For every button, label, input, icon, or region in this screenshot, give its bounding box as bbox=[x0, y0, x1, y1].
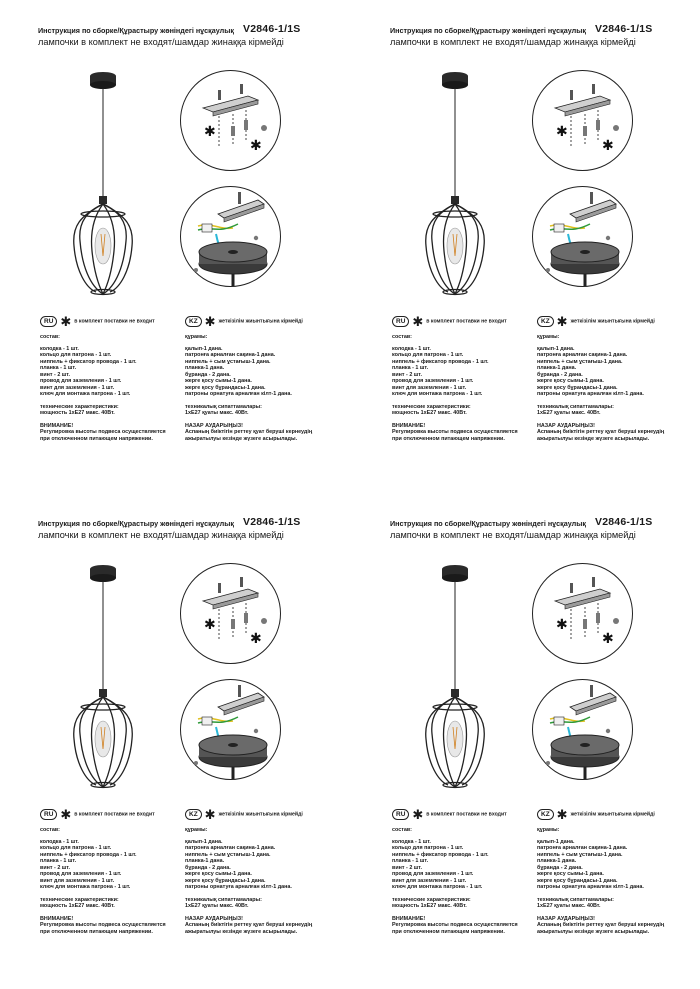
ru-warning-line: Регулировка высоты подвеса осуществляется bbox=[392, 429, 518, 435]
star-icon: ✱ bbox=[412, 806, 424, 822]
list-item: патроны орнатуға арналған кілт-1 дана. bbox=[537, 884, 644, 890]
kz-not-included-note: жеткізілім жиынтығына кірмейді bbox=[570, 811, 655, 818]
product-code: V2846-1/1S bbox=[243, 516, 301, 528]
list-item: жерге қосу бұрандасы-1 дана. bbox=[537, 877, 618, 884]
kz-warning-line: Аспаның биіктігін реттеу қуат беруші кернеудің bbox=[185, 429, 313, 435]
list-item: патроны орнатуға арналған кілт-1 дана. bbox=[185, 884, 292, 890]
ru-warning-label: ВНИМАНИЕ! bbox=[392, 422, 426, 429]
list-item: кольцо для патрона - 1 шт. bbox=[40, 352, 112, 358]
kazakh-column bbox=[537, 806, 687, 935]
kz-tech-value: 1хЕ27 қуаты макс. 40Вт. bbox=[537, 410, 601, 416]
ru-warning-line: при отключенном питающем напряжении. bbox=[40, 928, 153, 935]
list-item: планка - 1 шт. bbox=[392, 858, 429, 864]
pendant-lamp-drawing bbox=[420, 559, 490, 804]
kz-badge: KZ bbox=[537, 809, 554, 820]
sheet-subtitle: лампочки в комплект не входят/шамдар жинаққа кірмейді bbox=[390, 37, 636, 47]
ru-badge: RU bbox=[392, 316, 409, 327]
star-icon: ✱ bbox=[250, 630, 262, 646]
list-item: жерге қосу бұрандасы-1 дана. bbox=[185, 877, 266, 884]
ru-header bbox=[392, 313, 542, 329]
list-item: бұранда - 2 дана. bbox=[537, 371, 583, 378]
list-item: колодка - 1 шт. bbox=[392, 345, 431, 352]
russian-column bbox=[40, 313, 190, 442]
list-item: ниппель + фиксатор провода - 1 шт. bbox=[392, 851, 489, 858]
ru-contents-label: состав: bbox=[392, 334, 412, 340]
star-icon: ✱ bbox=[204, 123, 216, 139]
ru-not-included-note: в комплект поставки не входит bbox=[74, 318, 155, 325]
kz-contents-label: құрамы: bbox=[537, 827, 560, 833]
list-item: ключ для монтажа патрона - 1 шт. bbox=[392, 391, 483, 397]
list-item: винт - 2 шт. bbox=[40, 864, 70, 871]
list-item: провод для заземления - 1 шт. bbox=[40, 871, 122, 877]
list-item: ниппель + сым ұстағыш-1 дана. bbox=[537, 851, 623, 858]
russian-column bbox=[392, 806, 542, 935]
list-item: винт для заземления - 1 шт. bbox=[40, 877, 115, 884]
mounting-plate-diagram bbox=[178, 561, 283, 666]
ru-header bbox=[392, 806, 542, 822]
list-item: винт - 2 шт. bbox=[40, 371, 70, 378]
list-item: колодка - 1 шт. bbox=[40, 838, 79, 845]
list-item: патроны орнатуға арналған кілт-1 дана. bbox=[537, 391, 644, 397]
star-icon: ✱ bbox=[412, 313, 424, 329]
kz-warning-line: ажыратылуы кезінде жүзеге асырылады. bbox=[185, 928, 298, 935]
kz-badge: KZ bbox=[185, 809, 202, 820]
ru-not-included-note: в комплект поставки не входит bbox=[426, 318, 507, 325]
ru-header bbox=[40, 806, 190, 822]
list-item: ниппель + фиксатор провода - 1 шт. bbox=[392, 358, 489, 365]
kz-warning-label: НАЗАР АУДАРЫҢЫЗ! bbox=[185, 915, 243, 922]
list-item: винт для заземления - 1 шт. bbox=[392, 384, 467, 391]
list-item: планка-1 дана. bbox=[537, 858, 577, 864]
kz-header bbox=[537, 313, 687, 329]
list-item: ключ для монтажа патрона - 1 шт. bbox=[40, 391, 131, 397]
sheet-subtitle: лампочки в комплект не входят/шамдар жинаққа кірмейді bbox=[38, 37, 284, 47]
star-icon: ✱ bbox=[556, 313, 568, 329]
ru-tech-label: технические характеристики: bbox=[40, 896, 119, 903]
list-item: кольцо для патрона - 1 шт. bbox=[392, 845, 464, 851]
list-item: планка - 1 шт. bbox=[40, 858, 77, 864]
kz-warning-label: НАЗАР АУДАРЫҢЫЗ! bbox=[537, 915, 595, 922]
list-item: провод для заземления - 1 шт. bbox=[392, 378, 474, 384]
ru-warning-line: при отключенном питающем напряжении. bbox=[392, 928, 505, 935]
list-item: планка - 1 шт. bbox=[40, 365, 77, 371]
ru-badge: RU bbox=[40, 809, 57, 820]
kz-header bbox=[185, 313, 335, 329]
ru-contents-label: состав: bbox=[40, 827, 60, 833]
ceiling-cup-wiring-diagram bbox=[178, 184, 283, 289]
list-item: колодка - 1 шт. bbox=[392, 838, 431, 845]
list-item: планка - 1 шт. bbox=[392, 365, 429, 371]
pendant-lamp-drawing bbox=[420, 66, 490, 311]
kz-warning-line: ажыратылуы кезінде жүзеге асырылады. bbox=[185, 435, 298, 442]
list-item: қалып-1 дана. bbox=[185, 838, 223, 845]
list-item: планка-1 дана. bbox=[185, 858, 225, 864]
ru-not-included-note: в комплект поставки не входит bbox=[74, 811, 155, 818]
list-item: жерге қосу сымы-1 дана. bbox=[185, 871, 252, 877]
list-item: патронға арналған сақина-1 дана. bbox=[185, 845, 276, 851]
sheet-title: Инструкция по сборке/Құрастыру жөніндегі нұсқаулық bbox=[390, 26, 586, 35]
kz-header bbox=[185, 806, 335, 822]
list-item: провод для заземления - 1 шт. bbox=[40, 378, 122, 384]
sheet-subtitle: лампочки в комплект не входят/шамдар жинаққа кірмейді bbox=[390, 530, 636, 540]
instruction-sheet bbox=[38, 23, 383, 516]
ru-warning-label: ВНИМАНИЕ! bbox=[40, 915, 74, 922]
pendant-lamp-drawing bbox=[68, 66, 138, 311]
kz-contents-label: құрамы: bbox=[185, 827, 208, 833]
star-icon: ✱ bbox=[60, 313, 72, 329]
ru-tech-label: технические характеристики: bbox=[392, 896, 471, 903]
kz-tech-value: 1хЕ27 қуаты макс. 40Вт. bbox=[537, 903, 601, 909]
ru-warning-line: Регулировка высоты подвеса осуществляется bbox=[392, 922, 518, 928]
kz-warning-label: НАЗАР АУДАРЫҢЫЗ! bbox=[537, 422, 595, 429]
kz-badge: KZ bbox=[185, 316, 202, 327]
list-item: ключ для монтажа патрона - 1 шт. bbox=[40, 884, 131, 890]
list-item: ниппель + сым ұстағыш-1 дана. bbox=[185, 358, 271, 365]
sheet-title: Инструкция по сборке/Құрастыру жөніндегі нұсқаулық bbox=[390, 519, 586, 528]
star-icon: ✱ bbox=[556, 806, 568, 822]
product-code: V2846-1/1S bbox=[595, 516, 653, 528]
sheet-title: Инструкция по сборке/Құрастыру жөніндегі нұсқаулық bbox=[38, 519, 234, 528]
mounting-plate-diagram bbox=[530, 68, 635, 173]
pendant-lamp-drawing bbox=[68, 559, 138, 804]
star-icon: ✱ bbox=[204, 313, 216, 329]
kz-tech-value: 1хЕ27 қуаты макс. 40Вт. bbox=[185, 903, 249, 909]
list-item: колодка - 1 шт. bbox=[40, 345, 79, 352]
ru-warning-line: при отключенном питающем напряжении. bbox=[392, 435, 505, 442]
kz-warning-line: ажыратылуы кезінде жүзеге асырылады. bbox=[537, 435, 650, 442]
ru-contents-label: состав: bbox=[392, 827, 412, 833]
kz-header bbox=[537, 806, 687, 822]
instruction-sheet bbox=[390, 23, 700, 516]
ru-contents-label: состав: bbox=[40, 334, 60, 340]
ru-warning-line: Регулировка высоты подвеса осуществляется bbox=[40, 922, 166, 928]
list-item: винт для заземления - 1 шт. bbox=[392, 877, 467, 884]
ru-not-included-note: в комплект поставки не входит bbox=[426, 811, 507, 818]
ceiling-cup-wiring-diagram bbox=[178, 677, 283, 782]
list-item: винт - 2 шт. bbox=[392, 864, 422, 871]
kz-warning-line: Аспаның биіктігін реттеу қуат беруші кернеудің bbox=[185, 922, 313, 928]
ru-warning-label: ВНИМАНИЕ! bbox=[392, 915, 426, 922]
kz-contents-label: құрамы: bbox=[185, 334, 208, 340]
ru-tech-value: мощность 1хЕ27 макс. 40Вт. bbox=[392, 903, 467, 909]
list-item: ниппель + сым ұстағыш-1 дана. bbox=[537, 358, 623, 365]
kz-tech-value: 1хЕ27 қуаты макс. 40Вт. bbox=[185, 410, 249, 416]
list-item: патроны орнатуға арналған кілт-1 дана. bbox=[185, 391, 292, 397]
list-item: ключ для монтажа патрона - 1 шт. bbox=[392, 884, 483, 890]
list-item: қалып-1 дана. bbox=[537, 838, 575, 845]
star-icon: ✱ bbox=[204, 616, 216, 632]
kazakh-column bbox=[185, 806, 335, 935]
list-item: винт - 2 шт. bbox=[392, 371, 422, 378]
list-item: патронға арналған сақина-1 дана. bbox=[537, 845, 628, 851]
russian-column bbox=[392, 313, 542, 442]
list-item: кольцо для патрона - 1 шт. bbox=[40, 845, 112, 851]
ru-warning-label: ВНИМАНИЕ! bbox=[40, 422, 74, 429]
kz-tech-label: техникалық сипаттамалары: bbox=[185, 896, 262, 903]
russian-column bbox=[40, 806, 190, 935]
ru-warning-line: при отключенном питающем напряжении. bbox=[40, 435, 153, 442]
star-icon: ✱ bbox=[204, 806, 216, 822]
ru-warning-line: Регулировка высоты подвеса осуществляется bbox=[40, 429, 166, 435]
ru-badge: RU bbox=[40, 316, 57, 327]
list-item: бұранда - 2 дана. bbox=[185, 371, 231, 378]
list-item: винт для заземления - 1 шт. bbox=[40, 384, 115, 391]
ru-tech-label: технические характеристики: bbox=[40, 403, 119, 410]
list-item: жерге қосу сымы-1 дана. bbox=[537, 871, 604, 877]
list-item: патронға арналған сақина-1 дана. bbox=[537, 352, 628, 358]
list-item: кольцо для патрона - 1 шт. bbox=[392, 352, 464, 358]
kz-warning-line: ажыратылуы кезінде жүзеге асырылады. bbox=[537, 928, 650, 935]
kz-warning-label: НАЗАР АУДАРЫҢЫЗ! bbox=[185, 422, 243, 429]
list-item: ниппель + фиксатор провода - 1 шт. bbox=[40, 358, 137, 365]
list-item: провод для заземления - 1 шт. bbox=[392, 871, 474, 877]
instruction-sheet bbox=[38, 516, 383, 989]
instruction-sheet bbox=[390, 516, 700, 989]
list-item: жерге қосу сымы-1 дана. bbox=[185, 378, 252, 384]
ru-header bbox=[40, 313, 190, 329]
list-item: планка-1 дана. bbox=[185, 365, 225, 371]
list-item: бұранда - 2 дана. bbox=[537, 864, 583, 871]
list-item: қалып-1 дана. bbox=[185, 345, 223, 352]
list-item: ниппель + сым ұстағыш-1 дана. bbox=[185, 851, 271, 858]
kz-tech-label: техникалық сипаттамалары: bbox=[537, 896, 614, 903]
star-icon: ✱ bbox=[250, 137, 262, 153]
list-item: жерге қосу бұрандасы-1 дана. bbox=[185, 384, 266, 391]
ru-tech-value: мощность 1хЕ27 макс. 40Вт. bbox=[40, 410, 115, 416]
kz-warning-line: Аспаның биіктігін реттеу қуат беруші кернеудің bbox=[537, 922, 665, 928]
mounting-plate-diagram bbox=[530, 561, 635, 666]
kazakh-column bbox=[537, 313, 687, 442]
star-icon: ✱ bbox=[60, 806, 72, 822]
list-item: жерге қосу бұрандасы-1 дана. bbox=[537, 384, 618, 391]
list-item: планка-1 дана. bbox=[537, 365, 577, 371]
list-item: ниппель + фиксатор провода - 1 шт. bbox=[40, 851, 137, 858]
star-icon: ✱ bbox=[556, 123, 568, 139]
kz-not-included-note: жеткізілім жиынтығына кірмейді bbox=[218, 811, 303, 818]
star-icon: ✱ bbox=[556, 616, 568, 632]
kazakh-column bbox=[185, 313, 335, 442]
kz-badge: KZ bbox=[537, 316, 554, 327]
kz-warning-line: Аспаның биіктігін реттеу қуат беруші кернеудің bbox=[537, 429, 665, 435]
kz-not-included-note: жеткізілім жиынтығына кірмейді bbox=[218, 318, 303, 325]
sheet-title: Инструкция по сборке/Құрастыру жөніндегі нұсқаулық bbox=[38, 26, 234, 35]
ru-badge: RU bbox=[392, 809, 409, 820]
list-item: жерге қосу сымы-1 дана. bbox=[537, 378, 604, 384]
star-icon: ✱ bbox=[602, 137, 614, 153]
sheet-subtitle: лампочки в комплект не входят/шамдар жинаққа кірмейді bbox=[38, 530, 284, 540]
ru-tech-value: мощность 1хЕ27 макс. 40Вт. bbox=[40, 903, 115, 909]
ceiling-cup-wiring-diagram bbox=[530, 184, 635, 289]
ceiling-cup-wiring-diagram bbox=[530, 677, 635, 782]
ru-tech-label: технические характеристики: bbox=[392, 403, 471, 410]
kz-not-included-note: жеткізілім жиынтығына кірмейді bbox=[570, 318, 655, 325]
list-item: қалып-1 дана. bbox=[537, 345, 575, 352]
list-item: бұранда - 2 дана. bbox=[185, 864, 231, 871]
list-item: патронға арналған сақина-1 дана. bbox=[185, 352, 276, 358]
product-code: V2846-1/1S bbox=[243, 23, 301, 35]
kz-contents-label: құрамы: bbox=[537, 334, 560, 340]
kz-tech-label: техникалық сипаттамалары: bbox=[185, 403, 262, 410]
product-code: V2846-1/1S bbox=[595, 23, 653, 35]
kz-tech-label: техникалық сипаттамалары: bbox=[537, 403, 614, 410]
star-icon: ✱ bbox=[602, 630, 614, 646]
ru-tech-value: мощность 1хЕ27 макс. 40Вт. bbox=[392, 410, 467, 416]
mounting-plate-diagram bbox=[178, 68, 283, 173]
